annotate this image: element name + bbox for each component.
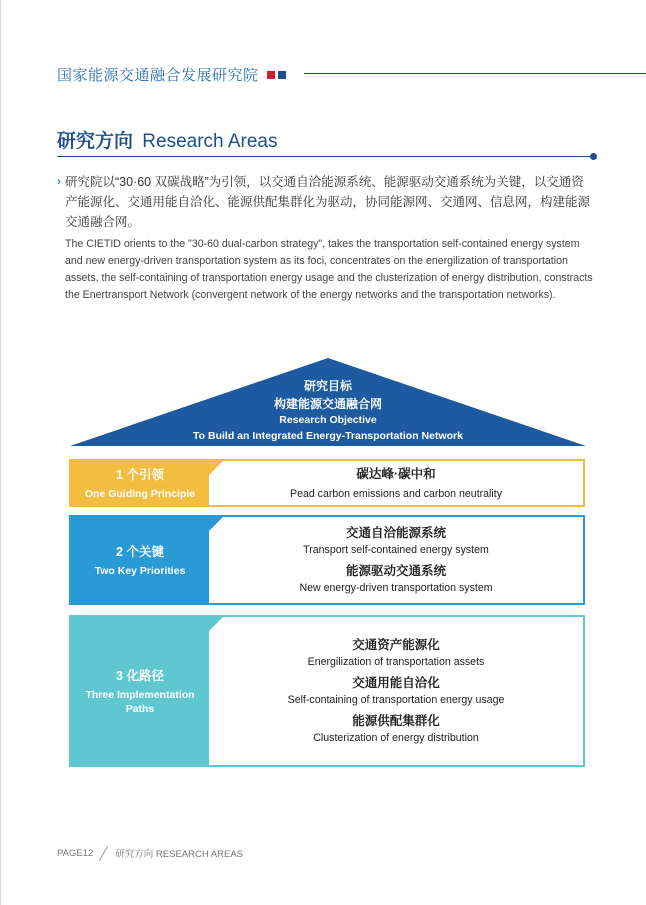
red-square-mark (267, 71, 275, 79)
item-zh: 碳达峰·碳中和 (356, 466, 436, 481)
item-zh: 能源驱动交通系统 (345, 564, 446, 578)
page-footer (57, 846, 243, 860)
item-en: Clusterization of energy distribution (313, 732, 479, 744)
row-label-zh: 1 个引领 (116, 468, 164, 482)
row-label-zh: 3 化路径 (116, 669, 164, 683)
section-title-zh: 研究方向 (57, 131, 134, 152)
chevron-right-icon: › (57, 174, 61, 188)
intro-zh: 研究院以“30·60 双碳战略”为引领，以交通自洽能源系统、能源驱动交通系统为关键，以交通资产能源化、交通用能自洽化、能源供配集群化为驱动，协同能源网、交通网、信息网，构建能源交通融合网。 (65, 175, 591, 229)
item-en: Energilization of transportation assets (307, 656, 485, 668)
roof-objective-zh: 构建能源交通融合网 (273, 397, 382, 411)
item-en: Pead carbon emissions and carbon neutrality (290, 487, 502, 500)
org-header (57, 64, 286, 85)
row-label-paths (71, 617, 209, 765)
roof-title-zh: 研究目标 (303, 379, 352, 393)
org-name: 国家能源交通融合发展研究院 (57, 67, 259, 84)
item-zh: 交通资产能源化 (352, 638, 440, 652)
section-rule (57, 156, 593, 157)
roof-title-en: Research Objective (279, 414, 377, 426)
row-body-paths (209, 617, 583, 765)
row-label-guiding (71, 461, 209, 505)
row-body-guiding (209, 461, 583, 505)
page-number: PAGE12 (57, 847, 94, 859)
section-title (57, 126, 277, 153)
row-body-priorities (209, 517, 583, 603)
row-label-zh: 2 个关键 (116, 545, 164, 559)
blue-square-mark (278, 71, 286, 79)
footer-section: 研究方向 RESEARCH AREAS (115, 849, 244, 860)
intro-en: The CIETID orients to the "30-60 dual-carbon strategy", takes the transportation self-contained energy system and new energy-driven transportation system as its foci, concentrates on the energilization of transportation assets, the self-containing of transportation energy usage and the clusterization of energy distribution, constracts the Enertransport Network (convergent network of the energy networks and the transportation networks). (65, 238, 593, 301)
page-edge-line (0, 0, 1, 905)
item-zh: 能源供配集群化 (352, 714, 440, 728)
item-en: Self-containing of transportation energy usage (287, 694, 505, 706)
row-implementation-paths (69, 615, 585, 767)
header-rule (304, 73, 646, 74)
slash-divider (97, 846, 111, 860)
row-label-en: Three Implementation Paths (85, 689, 195, 715)
item-en: New energy-driven transportation system (299, 582, 493, 594)
row-label-en: Two Key Priorities (94, 565, 186, 577)
row-label-priorities (71, 517, 209, 603)
roof-objective-en: To Build an Integrated Energy-Transportation Network (193, 430, 463, 442)
item-zh: 交通自洽能源系统 (345, 526, 446, 540)
item-zh: 交通用能自洽化 (352, 676, 440, 690)
row-label-en: One Guiding Principle (84, 488, 196, 500)
item-en: Transport self-contained energy system (303, 544, 489, 556)
section-title-en: Research Areas (142, 131, 278, 152)
section-rule-dot (590, 153, 597, 160)
row-key-priorities (69, 515, 585, 605)
row-guiding-principle (69, 459, 585, 507)
